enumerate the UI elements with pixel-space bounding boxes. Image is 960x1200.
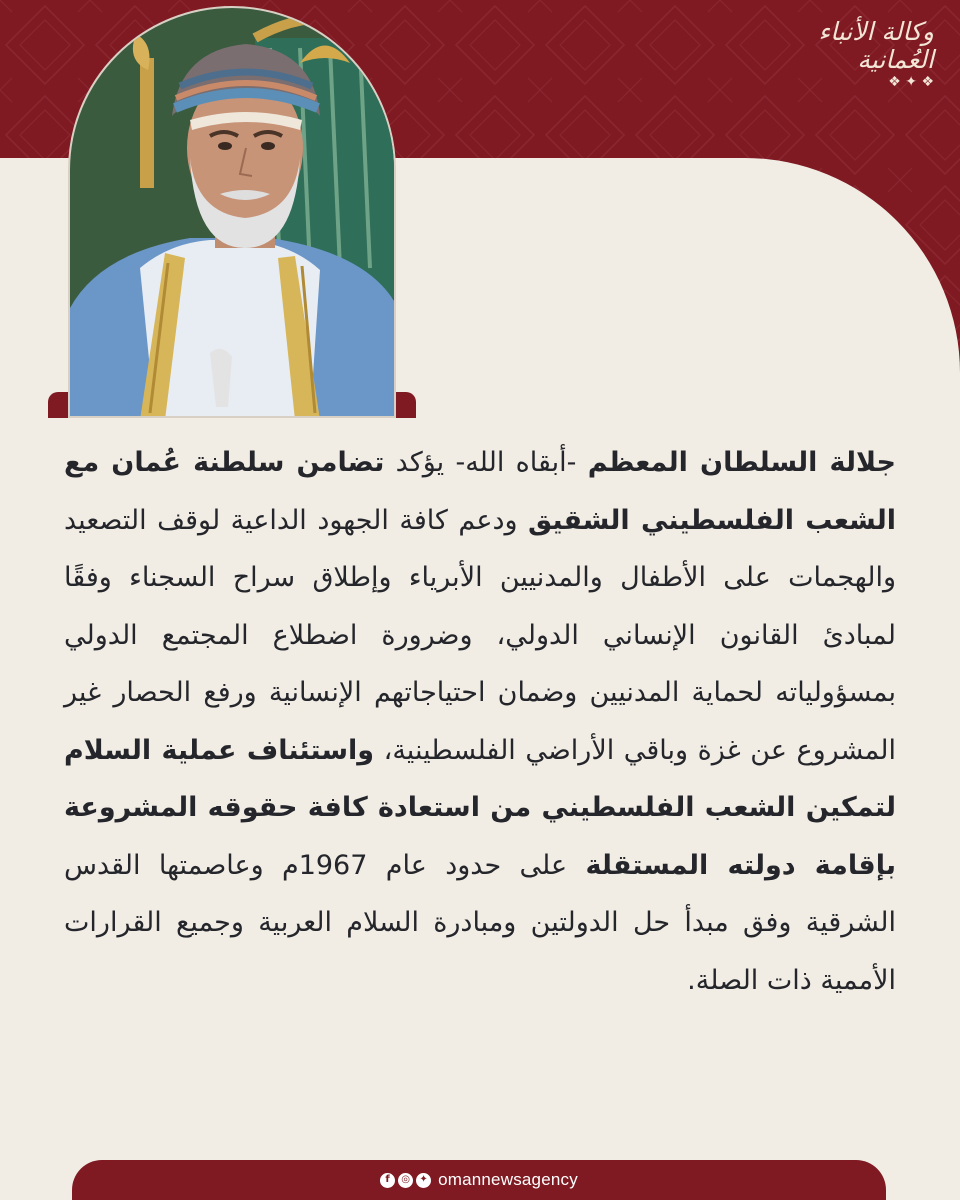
social-row — [72, 1170, 886, 1190]
portrait-frame — [68, 6, 396, 418]
instagram-icon[interactable]: ◎ — [398, 1173, 413, 1188]
statement-solidarity: تضامن سلطنة عُمان مع الشعب الفلسطيني الشقيق — [64, 447, 896, 536]
logo-ornament-icon: ❖ ✦ ❖ — [888, 74, 934, 90]
statement-phrase: -أبقاه الله- يؤكد — [384, 447, 588, 478]
statement-peace: واستئناف عملية السلام لتمكين الشعب الفلسطيني من استعادة كافة حقوقه المشروعة بإقامة دولته المستقلة — [64, 734, 896, 881]
footer-bar — [72, 1160, 886, 1200]
logo-text: وكالة الأنباء العُمانية — [818, 17, 934, 74]
statement-text — [64, 434, 896, 1009]
twitter-icon[interactable]: ✦ — [416, 1173, 431, 1188]
statement-ending: على حدود عام 1967م وعاصمتها القدس الشرقية وفق مبدأ حل الدولتين ومبادرة السلام العربية وجميع القرارات الأممية ذات الصلة. — [64, 849, 896, 996]
facebook-icon[interactable]: f — [380, 1173, 395, 1188]
agency-logo — [734, 17, 934, 90]
portrait-photo — [70, 8, 396, 418]
social-handle[interactable]: omannewsagency — [438, 1170, 578, 1189]
statement-subject: جلالة السلطان المعظم — [587, 447, 896, 478]
statement-body: ودعم كافة الجهود الداعية لوقف التصعيد والهجمات على الأطفال والمدنيين الأبرياء وإطلاق سراح السجناء وفقًا لمبادئ القانون الإنساني الدولي، وضرورة اضطلاع المجتمع الدولي بمسؤولياته لحماية المدنيين وضمان احتياجاتهم الإنسانية ورفع الحصار غير المشروع عن غزة وباقي الأراضي الفلسطينية، — [64, 504, 896, 766]
